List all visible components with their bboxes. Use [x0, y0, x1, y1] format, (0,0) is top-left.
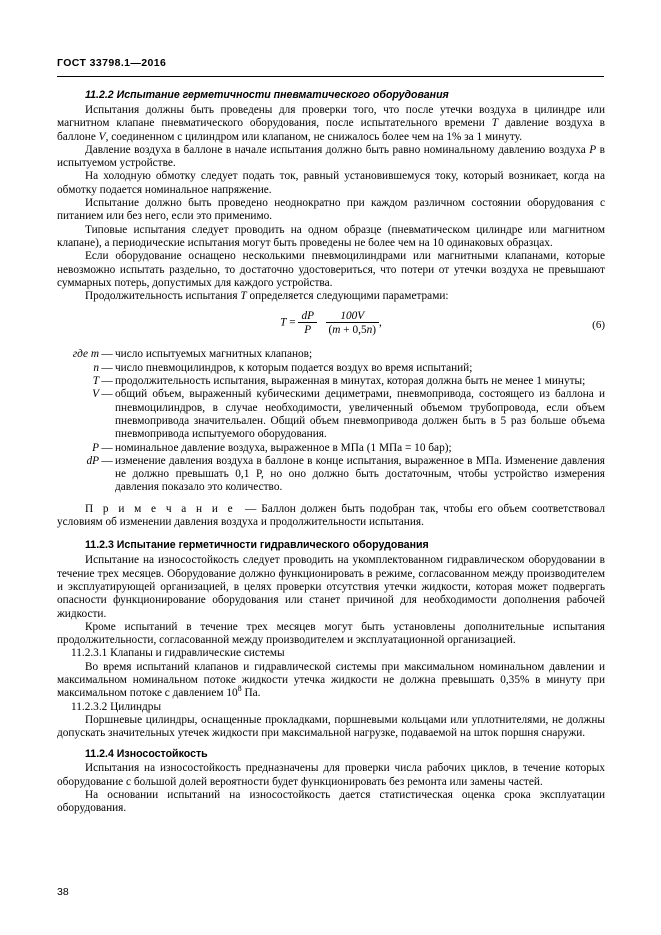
symbol-definitions: [57, 348, 605, 494]
header-divider: [57, 76, 604, 77]
definition-T: [57, 375, 605, 388]
clause-heading-11-2-3-2: 11.2.3.2 Цилиндры: [71, 700, 162, 713]
definition-text-m: число испытуемых магнитных клапанов;: [115, 348, 313, 361]
definition-dash: —: [101, 361, 113, 374]
definition-dash: —: [101, 388, 113, 401]
paragraph-11-2-2-5: Типовые испытания следует проводить на одном образце (пневматическом цилиндре или магнитном клапане), а периодические испытания могут быть проведены не более чем на 10 одинаковых образцах.: [57, 223, 605, 249]
definition-dash: —: [101, 454, 113, 467]
document-body: [57, 88, 605, 816]
definition-text-n: число пневмоцилиндров, к которым подается воздух во время испытаний;: [115, 361, 473, 374]
note-paragraph: П р и м е ч а н и е — Баллон должен быть подобран так, чтобы его объем соответствовал условиям об изменении давления воздуха и продолжительности испытания.: [57, 502, 606, 529]
definition-text-P: номинальное давление воздуха, выраженное в МПа (1 МПа = 10 бар);: [115, 441, 452, 454]
definition-symbol-V: V: [92, 388, 99, 401]
page-number: 38: [57, 886, 69, 898]
formula-6: T = $\frac{dP}{P}$ $\frac{100V}{(m + 0,5n)}$ ,: [280, 310, 382, 337]
definition-text-V: общий объем, выраженный кубическими дециметрами, пневмопривода, состоящего из баллона и пневмоцилиндров, в случае необходимости, увеличенный объемом трубопровода, если объем пневмопривода значительален. Общий объем пневмопривода должен быть в 5 раз больше объема пневмопривода испытуемого оборудования.: [115, 388, 605, 441]
definition-dash: —: [101, 348, 113, 361]
paragraph-11-2-2-6: Если оборудование оснащено несколькими пневмоцилиндрами или магнитными клапанами, которые невозможно испытать раздельно, то достаточно удостовериться, что потери от утечки воздуха не превышают суммарных потерь, допустимых для каждого устройства.: [57, 250, 605, 289]
definition-symbol-m: где m: [72, 348, 99, 361]
definition-V: [57, 388, 605, 441]
formula-number: (6): [592, 319, 605, 332]
formula-6-row: [57, 310, 605, 340]
formula-fraction-100v: $\frac{100V}{(m + 0,5n)}$: [326, 310, 380, 336]
clause-heading-11-2-3-1: 11.2.3.1 Клапаны и гидравлические системы: [71, 647, 285, 660]
definition-dash: —: [101, 441, 113, 454]
definition-dash: —: [101, 375, 113, 388]
paragraph-11-2-3-2: Кроме испытаний в течение трех месяцев могут быть установлены дополнительные испытания продолжительности, согласованной между производителем и эксплуатационной организацией.: [57, 620, 605, 647]
paragraph-11-2-2-1: Испытания должны быть проведены для проверки того, что после утечки воздуха в цилиндре или магнитном клапане пневматического оборудования, после испытательного времени T давление воздуха в баллоне V, соединенном с цилиндром или клапаном, не снижалось более чем на 1% за 1 минуту.: [57, 104, 605, 143]
formula-fraction-dp-p: $\frac{dP}{P}$: [298, 310, 317, 336]
page-header: ГОСТ 33798.1—2016: [57, 57, 167, 69]
definition-symbol-dP: dP: [86, 454, 99, 467]
paragraph-11-2-2-4: Испытание должно быть проведено неоднократно при каждом различном состоянии оборудования с питанием или без него, если это применимо.: [57, 197, 605, 223]
paragraph-11-2-3-1-1: Во время испытаний клапанов и гидравлической системы при максимальном номинальном давлении и максимальном номинальном потоке жидкости утечка жидкости не должна превышать 0,35% в минуту при максимальном потоке с давлением $10^8$ Па.: [57, 660, 605, 700]
definition-symbol-n: n: [93, 361, 99, 374]
paragraph-11-2-4-2: На основании испытаний на износостойкость дается статистическая оценка срока эксплуатации оборудования.: [57, 789, 605, 815]
section-heading-11-2-3: 11.2.3 Испытание герметичности гидравлического оборудования: [85, 539, 429, 552]
definition-n: [57, 362, 605, 375]
paragraph-11-2-3-1: Испытание на износостойкость следует проводить на укомплектованном гидравлическом оборудовании в течение трех месяцев. Оборудование должно функционировать в режиме, согласованном между производителем и эксплуатирующей организацией, в целях проверки отсутствия утечки жидкости, которая может подвергать опасности функционирование оборудования или станет причиной для необходимости дополнения рабочей жидкости.: [57, 554, 605, 620]
section-heading-11-2-4: 11.2.4 Износостойкость: [85, 748, 208, 761]
definition-text-dP: изменение давления воздуха в баллоне в конце испытания, выраженное в МПа. Изменение давления не должно превышать 0,1 P, но оно должно быть достаточным, чтобы устройство измерения давления показало это количество.: [115, 454, 605, 494]
paragraph-11-2-2-2: Давление воздуха в баллоне в начале испытания должно быть равно номинальному давлению воздуха P в испытуемом устройстве.: [57, 143, 605, 170]
definition-symbol-T: T: [92, 375, 99, 388]
paragraph-11-2-2-3: На холодную обмотку следует подать ток, равный установившемуся току, который возникает, когда на обмотку подается номинальное напряжение.: [57, 170, 605, 196]
definition-dP: [57, 455, 605, 495]
section-heading-11-2-2: 11.2.2 Испытание герметичности пневматического оборудования: [85, 89, 449, 101]
paragraph-11-2-3-2-1: Поршневые цилиндры, оснащенные прокладками, поршневыми кольцами или уплотнителями, не должны допускать значительных утечек жидкости при максимальной нагрузке, подаваемой на шток поршня снаружи.: [57, 713, 605, 740]
paragraph-11-2-4-1: Испытания на износостойкость предназначены для проверки числа рабочих циклов, в течение которых оборудование с большой долей вероятности будет функционировать без ремонта или замены частей.: [57, 762, 605, 788]
paragraph-11-2-2-7: Продолжительность испытания T определяется следующими параметрами:: [85, 290, 449, 303]
definition-symbol-P: P: [92, 441, 99, 454]
definition-m: [57, 348, 605, 361]
definition-text-T: продолжительность испытания, выраженная в минутах, которая должна быть не менее 1 минуты;: [115, 375, 586, 388]
definition-P: [57, 442, 605, 455]
